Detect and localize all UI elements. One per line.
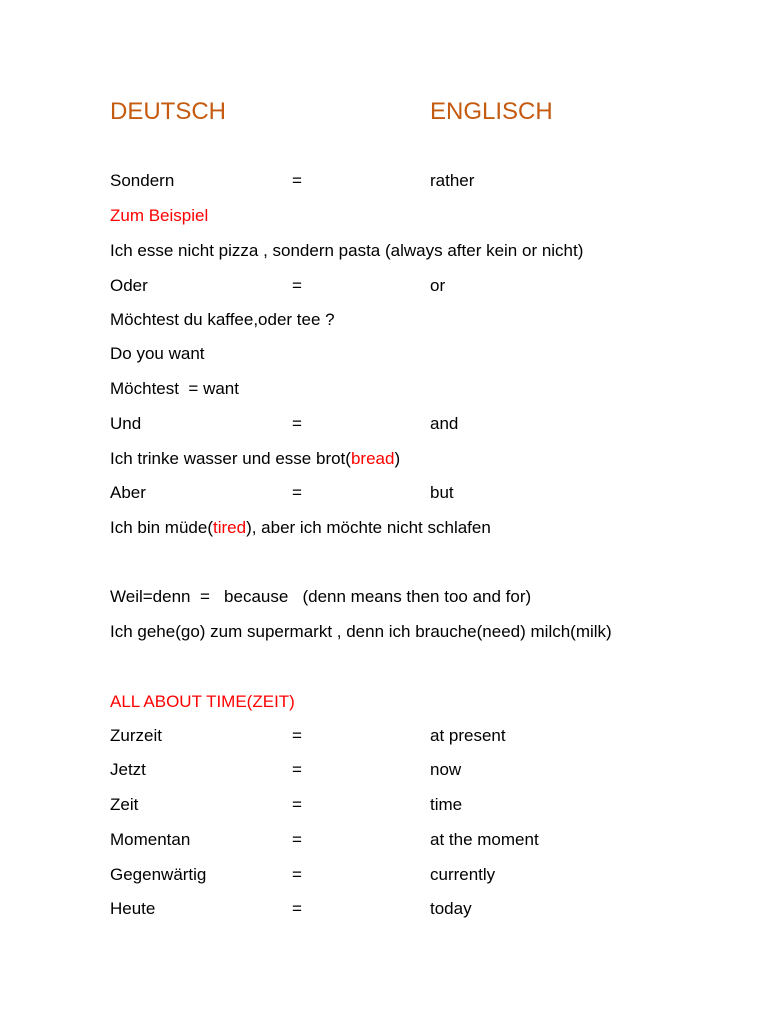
vocab-equals: =: [292, 414, 302, 433]
vocab-german: Sondern: [110, 171, 175, 190]
vocab-row-sondern: [110, 170, 670, 192]
vocab-equals: =: [292, 483, 302, 502]
vocab-english: at the moment: [430, 830, 539, 849]
vocab-equals: =: [292, 865, 302, 884]
example-sondern: Ich esse nicht pizza , sondern pasta (always after kein or nicht): [110, 241, 584, 260]
time-vocab-row: [110, 898, 670, 920]
vocab-english: currently: [430, 865, 496, 884]
time-vocab-row: [110, 864, 670, 886]
vocab-german: Zurzeit: [110, 726, 162, 745]
vocab-german: Zeit: [110, 795, 139, 814]
vocab-english: rather: [430, 171, 475, 190]
time-vocab-row: [110, 725, 670, 747]
vocab-equals: =: [292, 726, 302, 745]
time-vocab-row: [110, 759, 670, 781]
vocab-english: and: [430, 414, 459, 433]
example-aber-text: Ich bin müde(: [110, 518, 213, 537]
translation-bread: bread: [350, 449, 395, 468]
vocab-equals: =: [292, 276, 302, 295]
vocab-german: Oder: [110, 276, 148, 295]
vocab-english: time: [430, 795, 463, 814]
vocab-row-und: [110, 413, 670, 435]
vocab-equals: =: [292, 899, 302, 918]
vocab-equals: =: [292, 171, 302, 190]
example-aber-rest: ), aber ich möchte nicht schlafen: [246, 518, 491, 537]
example-denn: Ich gehe(go) zum supermarkt , denn ich brauche(need) milch(milk): [110, 622, 612, 641]
example-und: [110, 448, 400, 470]
example-aber: [110, 517, 491, 539]
vocab-german: Und: [110, 414, 142, 433]
weil-denn-line: Weil=denn = because (denn means then too and for): [110, 587, 532, 606]
example-und-text: Ich trinke wasser und esse brot(: [110, 449, 351, 468]
vocab-row-oder: [110, 275, 670, 297]
vocab-german: Momentan: [110, 830, 191, 849]
vocab-english: or: [430, 276, 446, 295]
example-oder: Möchtest du kaffee,oder tee ?: [110, 310, 335, 329]
moechtest-line: Möchtest = want: [110, 379, 239, 398]
vocab-german: Gegenwärtig: [110, 865, 207, 884]
vocab-equals: =: [292, 830, 302, 849]
vocab-german: Jetzt: [110, 760, 146, 779]
header-englisch: ENGLISCH: [430, 98, 553, 125]
time-vocab-row: [110, 829, 670, 851]
example-und-close: ): [394, 449, 401, 468]
vocab-english: today: [430, 899, 472, 918]
header-deutsch: DEUTSCH: [110, 98, 227, 125]
vocab-english: now: [430, 760, 462, 779]
vocab-row-aber: [110, 482, 670, 504]
vocab-equals: =: [292, 795, 302, 814]
vocab-english: but: [430, 483, 454, 502]
time-heading: ALL ABOUT TIME(ZEIT): [110, 692, 295, 711]
vocab-english: at present: [430, 726, 506, 745]
time-vocab-row: [110, 794, 670, 816]
vocab-german: Heute: [110, 899, 156, 918]
zum-beispiel-heading: Zum Beispiel: [110, 206, 209, 225]
do-you-want-line: Do you want: [110, 344, 205, 363]
translation-tired: tired: [213, 518, 247, 537]
vocab-equals: =: [292, 760, 302, 779]
vocab-german: Aber: [110, 483, 146, 502]
